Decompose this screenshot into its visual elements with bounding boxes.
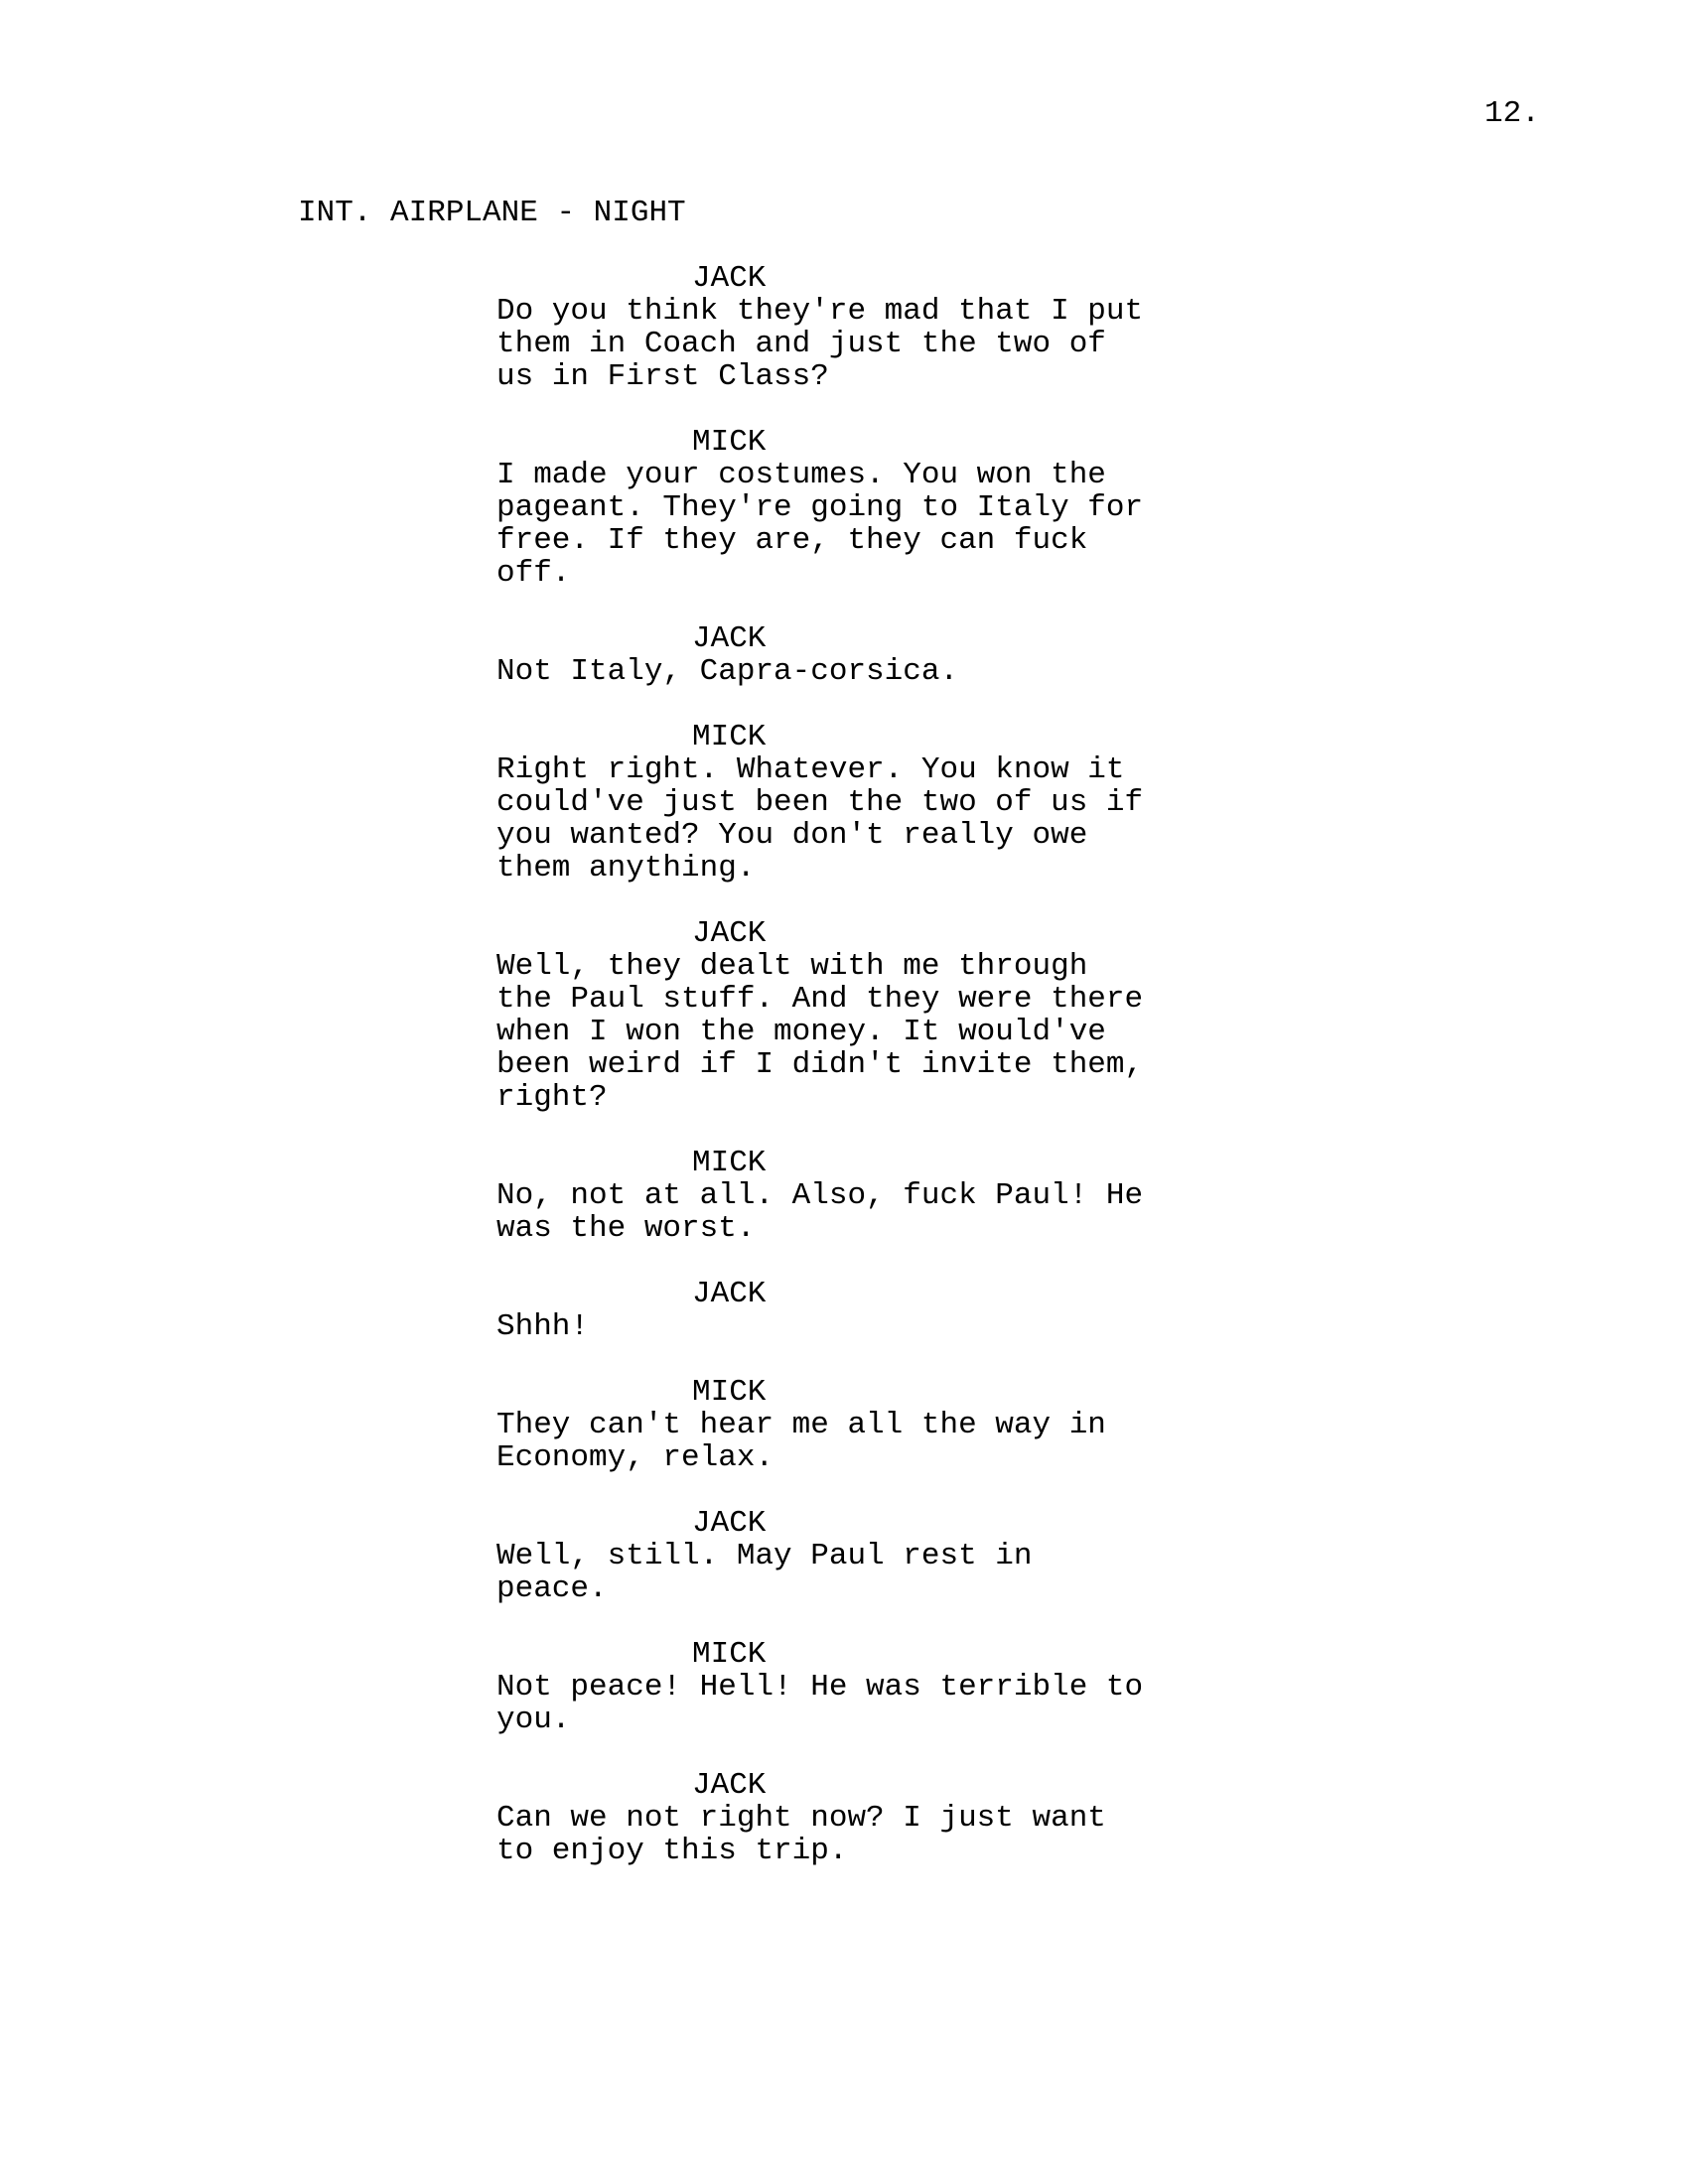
dialogue-text: Can we not right now? I just want to enjoy this trip. (496, 1801, 1106, 1868)
character-name: MICK (692, 425, 767, 460)
character-name: JACK (692, 1277, 767, 1311)
character-name: MICK (692, 1375, 767, 1410)
character-name: JACK (692, 261, 767, 296)
page-number: 12. (1484, 96, 1540, 131)
dialogue-text: They can't hear me all the way in Economy, relax. (496, 1408, 1106, 1475)
dialogue-text: Right right. Whatever. You know it could've just been the two of us if you wanted? You don't really owe them anything. (496, 752, 1144, 886)
character-name: JACK (692, 916, 767, 951)
dialogue-text: Not peace! Hell! He was terrible to you. (496, 1670, 1144, 1737)
character-name: MICK (692, 1637, 767, 1672)
dialogue-text: I made your costumes. You won the pageant. They're going to Italy for free. If they are, they can fuck off. (496, 458, 1144, 591)
dialogue-text: Not Italy, Capra-corsica. (496, 654, 959, 689)
character-name: MICK (692, 720, 767, 754)
dialogue-text: Well, still. May Paul rest in peace. (496, 1539, 1033, 1606)
character-name: JACK (692, 621, 767, 656)
dialogue-text: Shhh! (496, 1309, 590, 1344)
dialogue-text: Well, they dealt with me through the Paul stuff. And they were there when I won the money. It would've been weird if I didn't invite them, right? (496, 949, 1144, 1115)
dialogue-text: No, not at all. Also, fuck Paul! He was the worst. (496, 1178, 1144, 1246)
character-name: MICK (692, 1146, 767, 1180)
character-name: JACK (692, 1506, 767, 1541)
scene-heading: INT. AIRPLANE - NIGHT (298, 196, 686, 230)
character-name: JACK (692, 1768, 767, 1803)
dialogue-text: Do you think they're mad that I put them in Coach and just the two of us in First Class? (496, 294, 1144, 394)
